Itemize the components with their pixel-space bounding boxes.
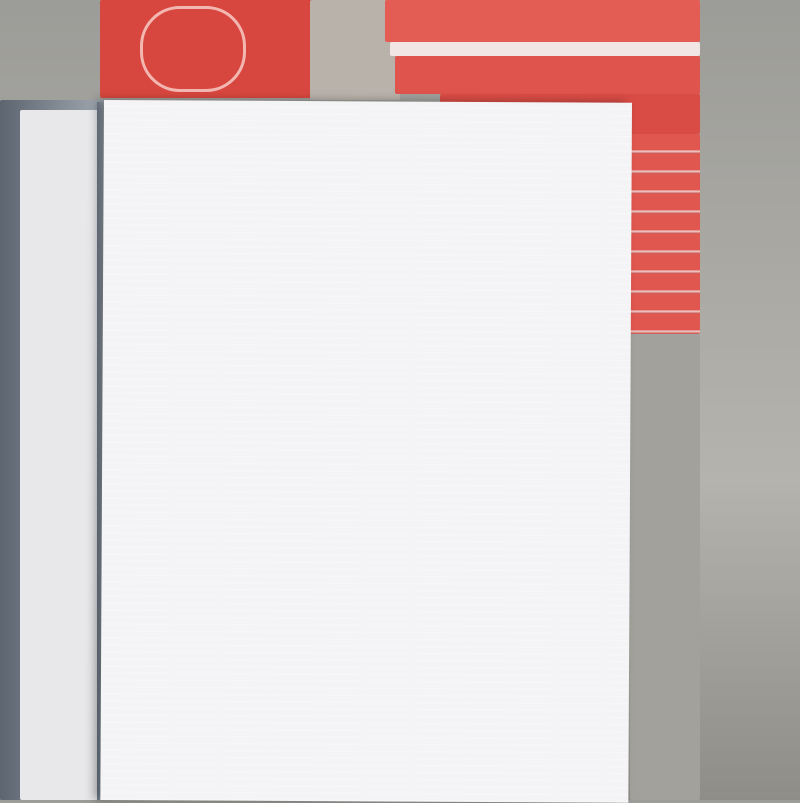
table-surface (630, 334, 700, 800)
book-emblem (140, 6, 246, 92)
book-stack-1 (385, 0, 700, 42)
book-stack-page-1 (390, 42, 700, 56)
print-streaks (100, 100, 632, 803)
book-stack-2 (395, 56, 700, 94)
report-sheet (100, 100, 632, 803)
